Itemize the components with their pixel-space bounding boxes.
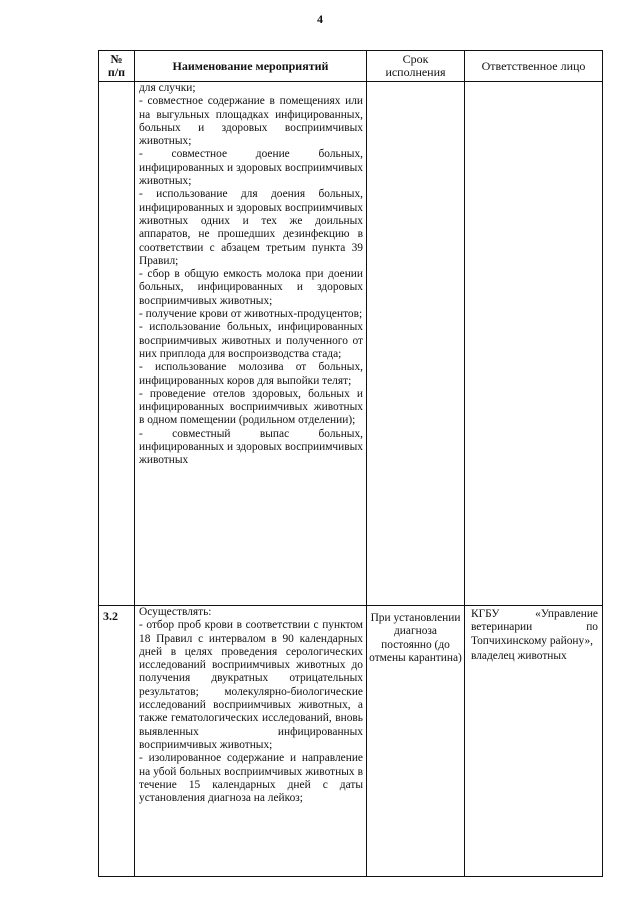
term-cell <box>367 82 465 606</box>
measure-item: - совместный выпас больных, инфицированных и здоровых восприимчивых животных <box>139 427 363 467</box>
header-term-line2: исполнения <box>385 65 446 79</box>
row-number: 3.2 <box>103 609 118 623</box>
measure-item: - совместное содержание в помещениях или на выгульных площадках инфицированных, больных и здоровых восприимчивых животных; <box>139 95 363 148</box>
header-number-symbol: № <box>110 52 123 66</box>
responsible-cell <box>465 82 603 606</box>
term-cell <box>367 606 465 877</box>
measure-list <box>135 82 366 468</box>
measures-table <box>98 50 603 877</box>
measure-item: - сбор в общую емкость молока при доении больных, инфицированных и здоровых восприимчивых животных; <box>139 268 363 307</box>
measure-cell <box>135 82 367 606</box>
header-responsible: Ответственное лицо <box>465 51 603 82</box>
header-term-line1: Срок <box>402 52 429 66</box>
measure-item: - отбор проб крови в соответствии с пунктом 18 Правил с интервалом в 90 календарных дней в целях проведения серологических исследований восприимчивых животных до получения двукратных отрицательных результатов; молекулярно-биологические исследований восприимчивых животных, а также гематологических исследований, вновь выявленных инфицированных восприимчивых животных; <box>139 619 363 751</box>
header-number <box>99 51 135 82</box>
table-row <box>99 606 603 877</box>
table-row <box>99 82 603 606</box>
row-number <box>99 82 134 85</box>
measure-item: для случки; <box>139 82 196 94</box>
responsible-cell <box>465 606 603 877</box>
measure-list <box>135 606 366 805</box>
term-text: При установлении диагноза постоянно (до отмены карантина) <box>369 612 462 664</box>
measure-item: - использование больных, инфицированных восприимчивых животных и полученного от них приплода для воспроизводства стада; <box>139 321 363 360</box>
measure-item: - совместное доение больных, инфицированных и здоровых восприимчивых животных; <box>139 148 363 188</box>
term-text <box>367 82 464 88</box>
measure-item: Осуществлять: <box>139 606 212 618</box>
measure-item: - получение крови от животных-продуцентов; <box>139 308 363 321</box>
header-measure-name: Наименование мероприятий <box>135 51 367 82</box>
measure-item: - использование для доения больных, инфицированных и здоровых восприимчивых животных одних и тех же доильных аппаратов, не прошедших дезинфекцию в соответствии с абзацем третьим пункта 39 Правил; <box>139 188 363 267</box>
measure-cell <box>135 606 367 877</box>
page-number: 4 <box>317 12 323 26</box>
responsible-text <box>465 82 602 84</box>
measure-item: - изолированное содержание и направление на убой больных восприимчивых животных в течение 15 календарных дней с даты установления диагноза на лейкоз; <box>139 752 363 805</box>
responsible-owner: владелец животных <box>471 649 567 662</box>
header-term <box>367 51 465 82</box>
measure-item: - использование молозива от больных, инфицированных коров для выпойки телят; <box>139 361 363 387</box>
responsible-organization: КГБУ «Управление ветеринарии по Топчихинскому району», <box>471 608 598 647</box>
row-number-cell <box>99 82 135 606</box>
header-number-abbr: п/п <box>107 65 126 79</box>
table-header-row <box>99 51 603 82</box>
measure-item: - проведение отелов здоровых, больных и инфицированных восприимчивых животных в одном помещении (родильном отделении); <box>139 387 363 427</box>
row-number-cell <box>99 606 135 877</box>
